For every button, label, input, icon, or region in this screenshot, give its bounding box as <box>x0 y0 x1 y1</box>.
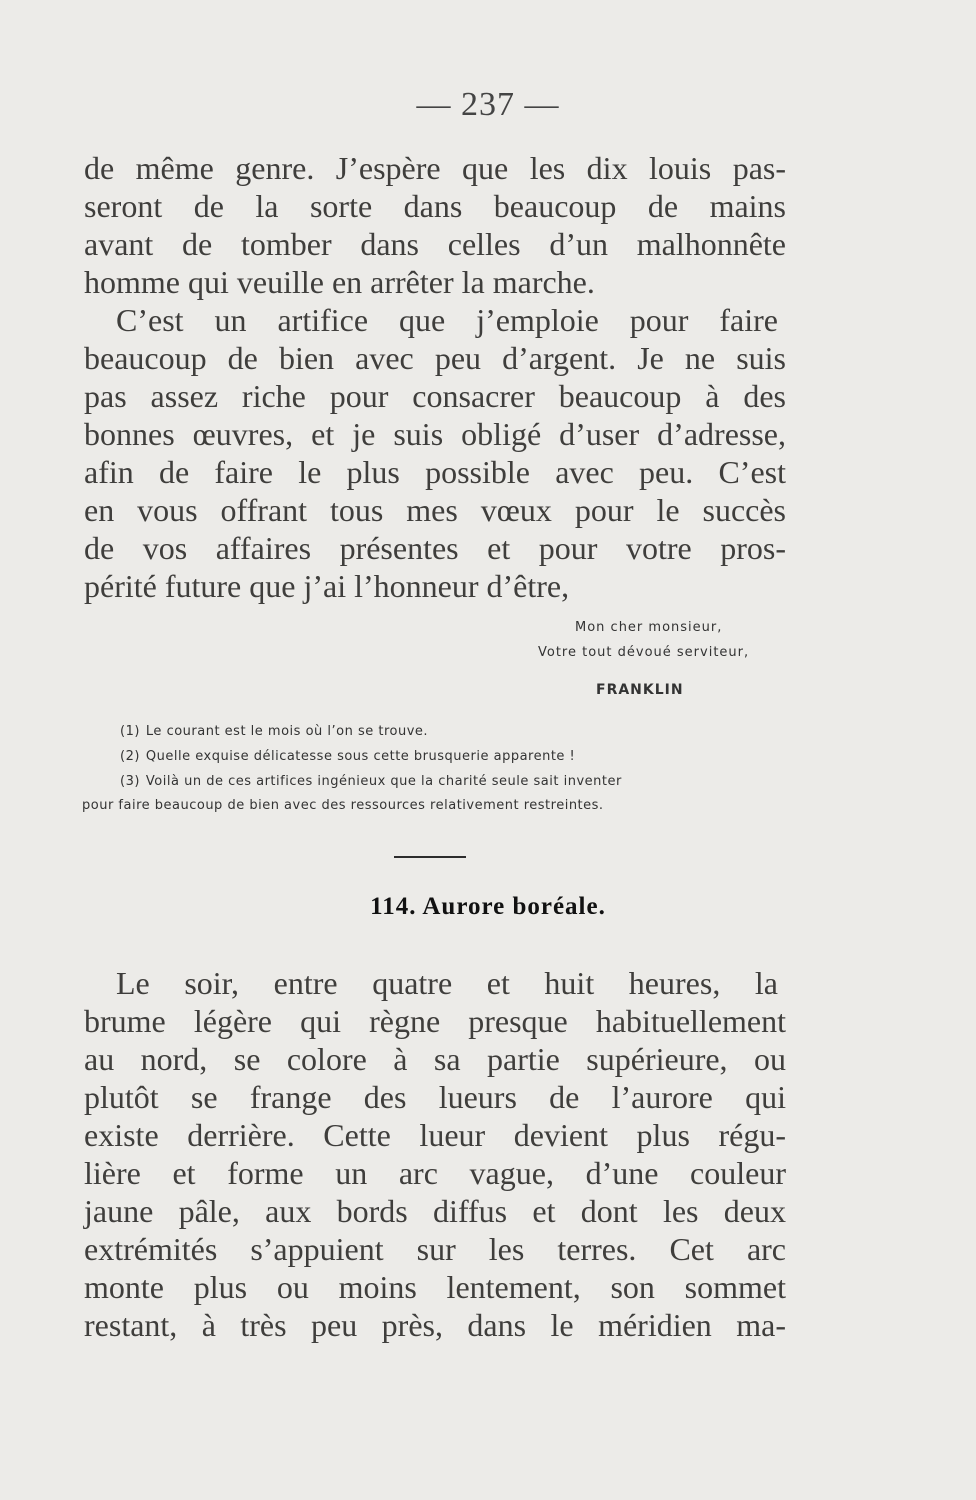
paragraph-line: de même genre. J’espère que les dix louis pas- <box>84 150 786 186</box>
page-number: — 237 — <box>416 86 560 123</box>
footnote-marker: (3) <box>120 774 140 789</box>
paragraph-line: C’est un artifice que j’emploie pour faire <box>116 302 778 338</box>
paragraph-line: pas assez riche pour consacrer beaucoup à des <box>84 378 786 414</box>
footnote-text: Quelle exquise délicatesse sous cette brusquerie apparente ! <box>145 749 576 764</box>
paragraph-line: homme qui veuille en arrêter la marche. <box>84 264 595 300</box>
section-divider <box>394 856 466 858</box>
section-line: monte plus ou moins lentement, son sommet <box>84 1269 786 1305</box>
closing-valediction: Votre tout dévoué serviteur, <box>538 645 750 660</box>
section-line: au nord, se colore à sa partie supérieure, ou <box>84 1041 786 1077</box>
footnote-marker: (1) <box>120 724 140 739</box>
footnote-text: Voilà un de ces artifices ingénieux que la charité seule sait inventer <box>145 774 622 789</box>
footnote-2 <box>120 748 575 766</box>
paragraph-line: avant de tomber dans celles d’un malhonnête <box>84 226 786 262</box>
paragraph-line: seront de la sorte dans beaucoup de mains <box>84 188 786 224</box>
footnote-marker: (2) <box>120 749 140 764</box>
signature: FRANKLIN <box>596 682 684 698</box>
closing-salutation: Mon cher monsieur, <box>575 620 723 635</box>
section-line: jaune pâle, aux bords diffus et dont les deux <box>84 1193 786 1229</box>
footnote-text: Le courant est le mois où l’on se trouve. <box>145 724 429 739</box>
paragraph-line: beaucoup de bien avec peu d’argent. Je ne suis <box>84 340 786 376</box>
section-heading: 114. Aurore boréale. <box>370 893 606 920</box>
paragraph-line: de vos affaires présentes et pour votre pros- <box>84 530 786 566</box>
section-line: restant, à très peu près, dans le méridien ma- <box>84 1307 786 1343</box>
section-line: extrémités s’appuient sur les terres. Cet arc <box>84 1231 786 1267</box>
paragraph-line: en vous offrant tous mes vœux pour le succès <box>84 492 786 528</box>
paragraph-line: périté future que j’ai l’honneur d’être, <box>84 568 570 604</box>
paragraph-line: bonnes œuvres, et je suis obligé d’user d’adresse, <box>84 416 786 452</box>
footnote-3-continuation: pour faire beaucoup de bien avec des ressources relativement restreintes. <box>82 798 604 813</box>
footnote-3 <box>120 773 622 791</box>
paragraph-line: afin de faire le plus possible avec peu. C’est <box>84 454 786 490</box>
section-line: lière et forme un arc vague, d’une couleur <box>84 1155 786 1191</box>
section-line: existe derrière. Cette lueur devient plus régu- <box>84 1117 786 1153</box>
footnote-1 <box>120 723 428 741</box>
section-line: brume légère qui règne presque habituellement <box>84 1003 786 1039</box>
section-line: Le soir, entre quatre et huit heures, la <box>116 965 778 1001</box>
section-line: plutôt se frange des lueurs de l’aurore qui <box>84 1079 786 1115</box>
